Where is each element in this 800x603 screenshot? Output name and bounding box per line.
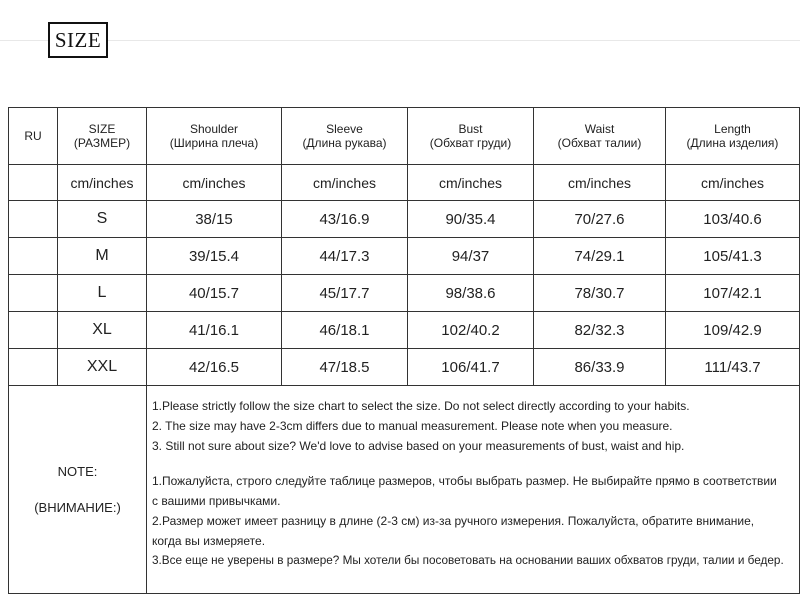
size-logo <box>48 22 108 58</box>
ru-cell <box>9 312 58 349</box>
note-label-en: NOTE: <box>57 463 98 479</box>
header-ru: RU <box>9 108 58 165</box>
note-ru-line: когда вы измеряете. <box>152 534 266 548</box>
shoulder-cell: 38/15 <box>147 201 282 238</box>
note-row <box>9 386 800 594</box>
note-ru-line: 1.Пожалуйста, строго следуйте таблице размеров, чтобы выбрать размер. Не выбирайте прямо в соответствии <box>152 474 777 488</box>
bust-cell: 102/40.2 <box>408 312 534 349</box>
ru-cell <box>9 349 58 386</box>
ru-cell <box>9 201 58 238</box>
sleeve-cell: 45/17.7 <box>282 275 408 312</box>
note-spacer <box>152 456 793 471</box>
note-label-cell <box>9 386 147 594</box>
units-cell: cm/inches <box>147 165 282 201</box>
header-length: Length (Длина изделия) <box>666 108 800 165</box>
table-row <box>9 238 800 275</box>
shoulder-cell: 39/15.4 <box>147 238 282 275</box>
size-chart-table <box>8 107 800 594</box>
note-en-line: 3. Still not sure about size? We'd love to advise based on your measurements of bust, waist and hip. <box>152 439 685 453</box>
sleeve-cell: 44/17.3 <box>282 238 408 275</box>
table-row <box>9 201 800 238</box>
header-size-ru: (РАЗМЕР) <box>73 136 131 150</box>
units-cell: cm/inches <box>408 165 534 201</box>
ru-cell <box>9 275 58 312</box>
ru-cell <box>9 238 58 275</box>
table-row <box>9 349 800 386</box>
note-text-cell <box>147 386 800 594</box>
header-shoulder: Shoulder (Ширина плеча) <box>147 108 282 165</box>
header-bust: Bust (Обхват груди) <box>408 108 534 165</box>
header-sleeve: Sleeve (Длина рукава) <box>282 108 408 165</box>
sleeve-cell: 43/16.9 <box>282 201 408 238</box>
top-divider <box>0 40 800 41</box>
length-cell: 107/42.1 <box>666 275 800 312</box>
waist-cell: 78/30.7 <box>534 275 666 312</box>
length-cell: 105/41.3 <box>666 238 800 275</box>
sleeve-cell: 46/18.1 <box>282 312 408 349</box>
length-cell: 109/42.9 <box>666 312 800 349</box>
sleeve-cell: 47/18.5 <box>282 349 408 386</box>
header-size <box>58 108 147 165</box>
table-row <box>9 275 800 312</box>
header-row <box>9 108 800 165</box>
note-ru-line: 2.Размер может имеет разницу в длине (2-3 см) из-за ручного измерения. Пожалуйста, обратите внимание, <box>152 514 755 528</box>
shoulder-cell: 40/15.7 <box>147 275 282 312</box>
bust-cell: 98/38.6 <box>408 275 534 312</box>
size-cell: XXL <box>58 349 147 386</box>
units-cell: cm/inches <box>534 165 666 201</box>
units-row <box>9 165 800 201</box>
units-cell: cm/inches <box>58 165 147 201</box>
units-cell: cm/inches <box>282 165 408 201</box>
shoulder-cell: 41/16.1 <box>147 312 282 349</box>
bust-cell: 94/37 <box>408 238 534 275</box>
note-label-ru: (ВНИМАНИЕ:) <box>34 499 121 515</box>
note-ru-line: с вашими привычками. <box>152 494 281 508</box>
table-row <box>9 312 800 349</box>
waist-cell: 70/27.6 <box>534 201 666 238</box>
units-cell-empty <box>9 165 58 201</box>
size-cell: M <box>58 238 147 275</box>
bust-cell: 90/35.4 <box>408 201 534 238</box>
length-cell: 103/40.6 <box>666 201 800 238</box>
size-cell: S <box>58 201 147 238</box>
waist-cell: 82/32.3 <box>534 312 666 349</box>
shoulder-cell: 42/16.5 <box>147 349 282 386</box>
note-en-line: 1.Please strictly follow the size chart to select the size. Do not select directly according to your habits. <box>152 399 690 413</box>
note-en-line: 2. The size may have 2-3cm differs due to manual measurement. Please note when you measure. <box>152 419 673 433</box>
header-size-en: SIZE <box>88 122 116 136</box>
size-logo-text: SIZE <box>54 27 102 52</box>
length-cell: 111/43.7 <box>666 349 800 386</box>
header-waist: Waist (Обхват талии) <box>534 108 666 165</box>
size-cell: L <box>58 275 147 312</box>
units-cell: cm/inches <box>666 165 800 201</box>
waist-cell: 86/33.9 <box>534 349 666 386</box>
waist-cell: 74/29.1 <box>534 238 666 275</box>
size-cell: XL <box>58 312 147 349</box>
note-ru-line: 3.Все еще не уверены в размере? Мы хотели бы посоветовать на основании ваших обхватов груди, талии и бедер. <box>152 554 784 567</box>
bust-cell: 106/41.7 <box>408 349 534 386</box>
